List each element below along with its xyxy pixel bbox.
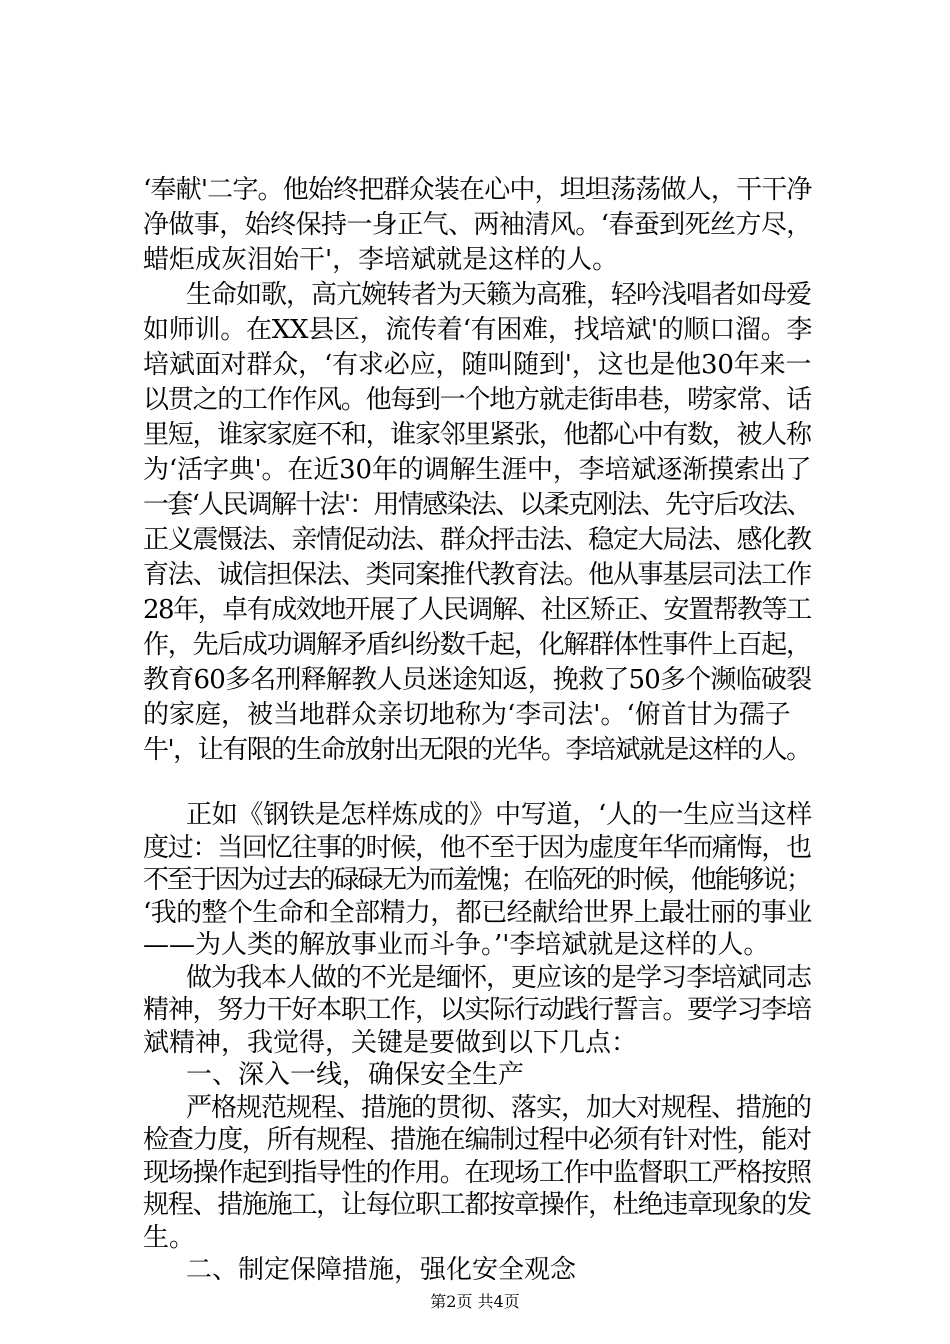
text-line: 28年，卓有成效地开展了人民调解、社区矫正、安置帮教等工 (143, 595, 811, 625)
text-line: 做为我本人做的不光是缅怀，更应该的是学习李培斌同志 (186, 962, 812, 993)
text-line: ——为人类的解放事业而斗争。’'李培斌就是这样的人。 (143, 930, 770, 960)
text-line: 正义震慑法、亲情促动法、群众抨击法、稳定大局法、感化教 (143, 525, 811, 555)
text-line: 教育60多名刑释解教人员迷途知返，挽救了50多个濒临破裂 (143, 665, 812, 695)
section-heading: 一、深入一线，确保安全生产 (186, 1060, 525, 1090)
text-line: 净做事，始终保持一身正气、两袖清风。‘春蚕到死丝方尽， (143, 210, 812, 240)
text-line: 蜡炬成灰泪始干'，李培斌就是这样的人。 (143, 245, 619, 275)
text-line: 里短，谁家家庭不和，谁家邻里紧张，他都心中有数，被人称 (143, 420, 811, 450)
text-line: 不至于因为过去的碌碌无为而羞愧；在临死的时候，他能够说； (143, 865, 810, 895)
text-line: 育法、诚信担保法、类同案推代教育法。他从事基层司法工作 (143, 560, 811, 590)
text-line: 作，先后成功调解矛盾纠纷数千起，化解群体性事件上百起， (143, 630, 811, 660)
text-line: 以贯之的工作作风。他每到一个地方就走街串巷，唠家常、话 (143, 385, 811, 415)
text-line: 如师训。在XX县区，流传着‘有困难，找培斌'的顺口溜。李 (143, 315, 813, 345)
text-line: 斌精神，我觉得，关键是要做到以下几点： (143, 1027, 638, 1058)
text-line: 生命如歌，高亢婉转者为天籁为高雅，轻吟浅唱者如母爱 (186, 280, 812, 310)
text-line: 度过：当回忆往事的时候，他不至于因为虚度年华而痛悔，也 (143, 832, 811, 863)
section-heading: 二、制定保障措施，强化安全观念 (186, 1255, 577, 1285)
text-line: 正如《钢铁是怎样炼成的》中写道，‘人的一生应当这样 (186, 800, 813, 830)
text-line: 为‘活字典'。在近30年的调解生涯中，李培斌逐渐摸索出了 (143, 455, 812, 485)
text-line: 的家庭，被当地群众亲切地称为‘李司法'。‘俯首甘为孺子 (143, 700, 791, 730)
text-line: 一套‘人民调解十法'：用情感染法、以柔克刚法、先守后攻法、 (143, 490, 811, 520)
text-line: 规程、措施施工，让每位职工都按章操作，杜绝违章现象的发 (143, 1190, 811, 1220)
text-line: 生。 (143, 1222, 196, 1253)
text-line: 严格规范规程、措施的贯彻、落实，加大对规程、措施的 (186, 1092, 812, 1123)
page-footer (0, 1292, 950, 1312)
text-line: 精神，努力干好本职工作，以实际行动践行誓言。要学习李培 (143, 995, 811, 1025)
text-line: 现场操作起到指导性的作用。在现场工作中监督职工严格按照 (143, 1157, 811, 1188)
text-line: 检查力度，所有规程、措施在编制过程中必须有针对性，能对 (143, 1125, 811, 1155)
text-line: ‘奉献'二字。他始终把群众装在心中，坦坦荡荡做人，干干净 (143, 175, 812, 205)
text-line: 培斌面对群众，‘有求必应，随叫随到'，这也是他30年来一 (143, 350, 812, 380)
text-line: 牛'，让有限的生命放射出无限的光华。李培斌就是这样的人。 (143, 735, 811, 765)
text-line: ‘我的整个生命和全部精力，都已经献给世界上最壮丽的事业 (143, 897, 812, 928)
page-number: 第2页 共4页 (430, 1292, 520, 1311)
